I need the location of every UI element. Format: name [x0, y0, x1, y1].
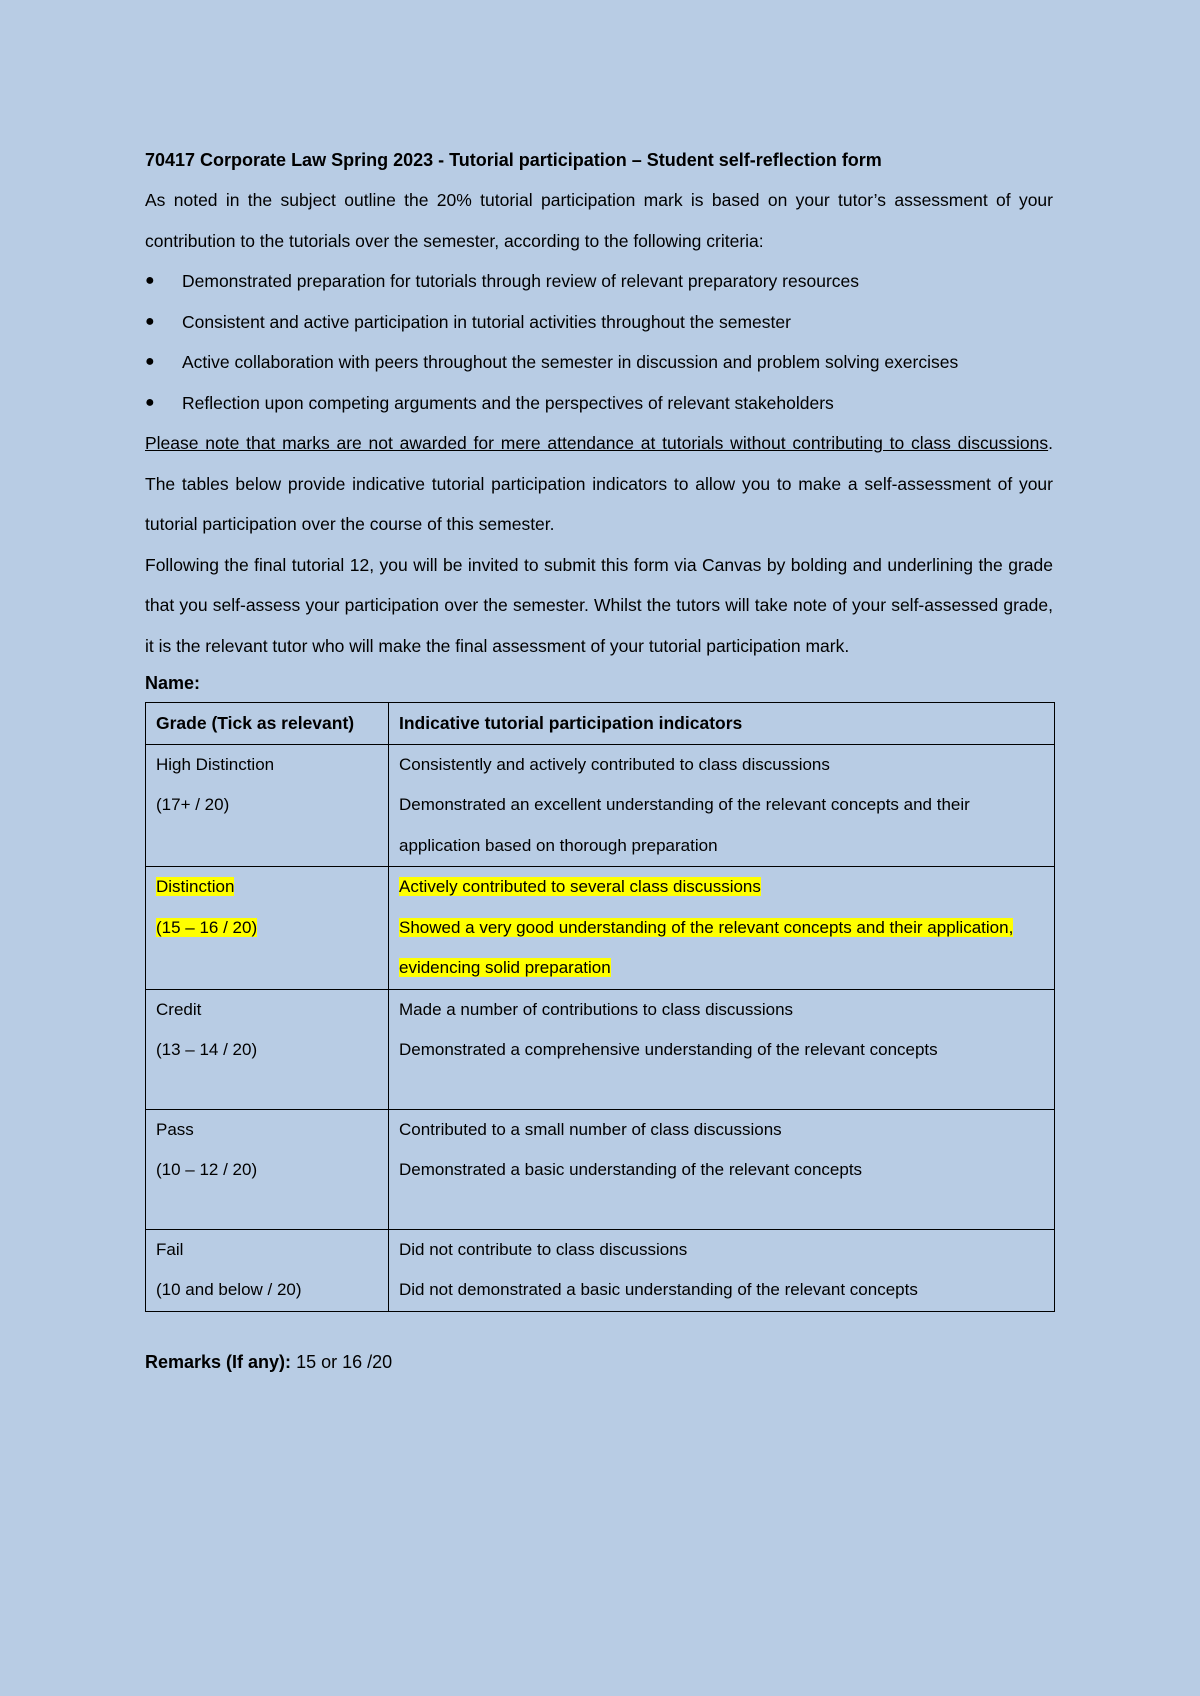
- indicator-text: Demonstrated an excellent understanding of the relevant concepts and their application based on thorough preparation: [399, 795, 970, 855]
- grade-name: Distinction: [156, 877, 235, 896]
- grade-name: High Distinction: [156, 754, 275, 774]
- table-row-pass: [146, 1109, 1055, 1229]
- criteria-item: [145, 261, 1053, 302]
- grade-range: (13 – 14 / 20): [156, 1040, 258, 1059]
- remarks: [145, 1342, 1053, 1382]
- attendance-note: [145, 423, 1053, 545]
- intro-paragraph: As noted in the subject outline the 20% tutorial participation mark is based on your tutor’s assessment of your contribution to the tutorials over the semester, according to the following criteria:: [145, 190, 1053, 251]
- indicators-column-header: Indicative tutorial participation indicators: [389, 703, 1055, 745]
- indicators-cell: [389, 1229, 1055, 1311]
- bullet-icon: ●: [145, 393, 155, 411]
- criteria-item: [145, 342, 1053, 383]
- document-content: [145, 146, 1053, 1382]
- remarks-value[interactable]: 15 or 16 /20: [291, 1351, 393, 1372]
- grade-name: Fail: [156, 1239, 184, 1259]
- criteria-text: Demonstrated preparation for tutorials through review of relevant preparatory resources: [182, 271, 860, 291]
- indicator-text: Showed a very good understanding of the relevant concepts and their application, evidencing solid preparation: [399, 917, 1014, 977]
- criteria-text: Active collaboration with peers throughout the semester in discussion and problem solving exercises: [182, 352, 959, 372]
- indicator-text: Did not demonstrated a basic understanding of the relevant concepts: [399, 1280, 918, 1299]
- remarks-label: Remarks (If any):: [145, 1351, 292, 1372]
- criteria-text: Consistent and active participation in tutorial activities throughout the semester: [182, 311, 791, 332]
- criteria-item: [145, 383, 1053, 424]
- indicators-cell: [389, 1109, 1055, 1229]
- grades-table: [145, 702, 1055, 1312]
- indicators-cell: [389, 867, 1055, 990]
- grade-name: Pass: [156, 1119, 194, 1139]
- table-row-credit: [146, 989, 1055, 1109]
- grade-cell[interactable]: [146, 989, 389, 1109]
- grade-range: (15 – 16 / 20): [156, 917, 258, 937]
- grade-cell[interactable]: [146, 744, 389, 867]
- indicator-text: Consistently and actively contributed to class discussions: [399, 754, 830, 774]
- table-header-row: [146, 703, 1055, 745]
- criteria-text: Reflection upon competing arguments and the perspectives of relevant stakeholders: [182, 392, 834, 413]
- bullet-icon: ●: [145, 272, 155, 289]
- criteria-list: [145, 261, 1053, 423]
- grade-cell[interactable]: [146, 1229, 389, 1311]
- table-row-high-distinction: [146, 744, 1055, 867]
- grade-cell[interactable]: [146, 867, 389, 990]
- indicators-cell: [389, 989, 1055, 1109]
- grade-cell[interactable]: [146, 1109, 389, 1229]
- bullet-icon: ●: [145, 353, 155, 370]
- indicator-text: Made a number of contributions to class discussions: [399, 999, 794, 1019]
- name-label: Name:: [145, 673, 201, 693]
- grade-column-header: Grade (Tick as relevant): [146, 703, 389, 745]
- indicator-text: Contributed to a small number of class discussions: [399, 1119, 782, 1139]
- table-row-fail: [146, 1229, 1055, 1311]
- attendance-note-underlined: Please note that marks are not awarded for mere attendance at tutorials without contributing to class discussions: [145, 433, 1049, 453]
- indicators-cell: [389, 744, 1055, 867]
- grade-range: (10 and below / 20): [156, 1280, 302, 1299]
- indicator-text: Actively contributed to several class discussions: [399, 877, 761, 896]
- attendance-note-rest: . The tables below provide indicative tutorial participation indicators to allow you to make a self-assessment of your tutorial participation over the course of this semester.: [145, 433, 1053, 534]
- document-title: 70417 Corporate Law Spring 2023 - Tutorial participation – Student self-reflection form: [145, 150, 882, 170]
- indicator-text: Demonstrated a basic understanding of the relevant concepts: [399, 1160, 863, 1179]
- submission-paragraph: Following the final tutorial 12, you will be invited to submit this form via Canvas by bolding and underlining the grade that you self-assess your participation over the semester. Whilst the tutors will take note of your self-assessed grade, it is the relevant tutor who will make the final assessment of your tutorial participation mark.: [145, 554, 1053, 656]
- grade-range: (10 – 12 / 20): [156, 1160, 258, 1179]
- grade-name: Credit: [156, 999, 202, 1019]
- criteria-item: [145, 302, 1053, 343]
- indicator-text: Did not contribute to class discussions: [399, 1239, 688, 1259]
- table-row-distinction: [146, 867, 1055, 990]
- bullet-icon: ●: [145, 312, 155, 330]
- indicator-text: Demonstrated a comprehensive understanding of the relevant concepts: [399, 1040, 938, 1059]
- grade-range: (17+ / 20): [156, 795, 230, 814]
